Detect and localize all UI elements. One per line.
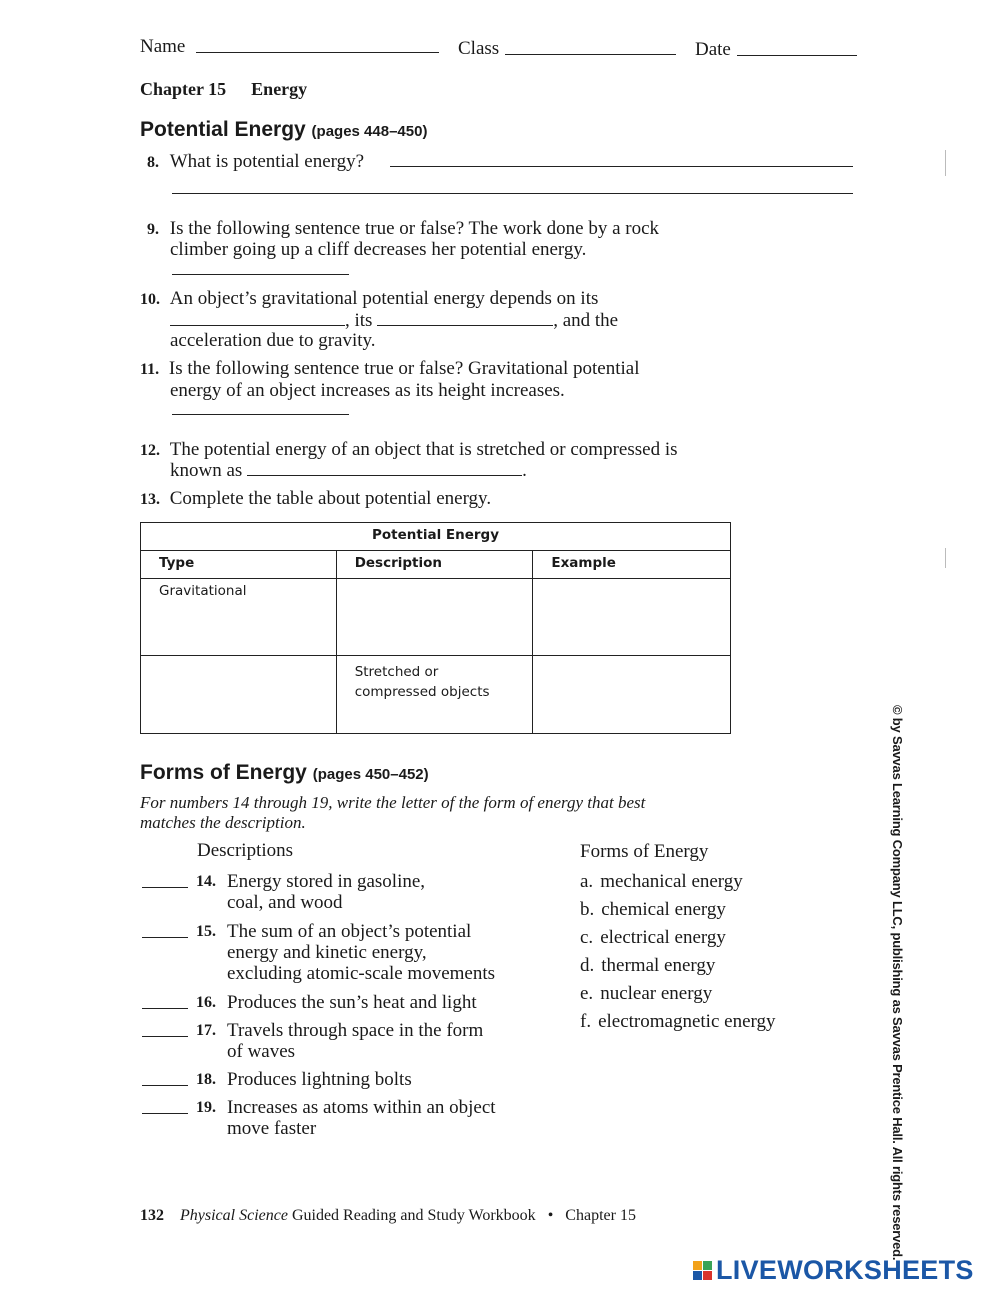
question-10-line-2 <box>170 309 618 332</box>
option-letter: a. <box>580 871 594 892</box>
table-row <box>141 579 731 655</box>
description-text-line: coal, and wood <box>227 892 343 913</box>
question-text-line-2: energy of an object increases as its height increases. <box>170 380 565 401</box>
q9-answer-line[interactable] <box>172 274 349 275</box>
question-text-line-1: Is the following sentence true or false? Gravitational potential <box>168 358 640 379</box>
q10-blank-2[interactable] <box>377 309 553 326</box>
answer-blank[interactable] <box>142 921 188 938</box>
section-pages: (pages 448–450) <box>311 123 428 140</box>
description-text-line: Increases as atoms within an object <box>227 1097 496 1118</box>
scan-mark <box>945 548 946 568</box>
description-text-line: energy and kinetic energy, <box>227 942 427 963</box>
answer-blank[interactable] <box>142 1020 188 1037</box>
description-text-line: Energy stored in gasoline, <box>227 871 426 892</box>
table-title: Potential Energy <box>141 523 731 551</box>
form-option <box>580 983 712 1005</box>
q12-end: . <box>522 460 527 481</box>
description-text-line: The sum of an object’s potential <box>227 921 472 942</box>
footer <box>140 1207 636 1225</box>
option-letter: b. <box>580 899 595 920</box>
question-number: 12. <box>140 442 160 459</box>
table-cell-type-input[interactable] <box>141 655 337 733</box>
question-text-line-2: known as <box>170 460 243 481</box>
answer-blank[interactable] <box>142 871 188 888</box>
question-9 <box>147 218 659 241</box>
name-label: Name <box>140 36 186 57</box>
option-text: thermal energy <box>601 955 716 976</box>
table-row <box>141 655 731 733</box>
instructions-line-1: For numbers 14 through 19, write the letter of the form of energy that best <box>140 793 646 812</box>
q10-mid-text-1: , its <box>345 310 373 331</box>
question-13 <box>140 488 491 511</box>
section-title-text: Potential Energy <box>140 118 306 141</box>
question-text-line-3: acceleration due to gravity. <box>170 330 376 351</box>
question-number: 9. <box>147 221 159 238</box>
section-title-forms <box>140 761 429 785</box>
section-title-text: Forms of Energy <box>140 761 307 784</box>
description-number: 17. <box>196 1022 216 1039</box>
description-number: 16. <box>196 994 216 1011</box>
option-text: mechanical energy <box>600 871 743 892</box>
name-answer-line[interactable] <box>196 52 439 53</box>
section-pages: (pages 450–452) <box>312 766 429 783</box>
class-label: Class <box>458 38 500 59</box>
chapter-number: Chapter 15 <box>140 79 227 99</box>
option-text: electromagnetic energy <box>598 1011 776 1032</box>
book-title: Guided Reading and Study Workbook <box>291 1207 536 1224</box>
table-cell-example-input[interactable] <box>533 579 731 655</box>
description-text-line: Travels through space in the form <box>227 1020 484 1041</box>
description-number: 15. <box>196 923 216 940</box>
q8-answer-line-1[interactable] <box>390 166 853 167</box>
instructions-line-2: matches the description. <box>140 813 306 832</box>
book-title-italic: Physical Science <box>180 1207 288 1224</box>
answer-blank[interactable] <box>142 1097 188 1114</box>
date-label: Date <box>695 39 731 60</box>
option-text: chemical energy <box>601 899 726 920</box>
question-number: 10. <box>140 291 160 308</box>
option-letter: c. <box>580 927 594 948</box>
liveworksheets-logo[interactable] <box>693 1255 974 1286</box>
table-header-description: Description <box>336 551 533 579</box>
question-number: 8. <box>147 154 159 171</box>
description-text-line: Produces the sun’s heat and light <box>227 992 477 1013</box>
section-title-potential <box>140 118 427 142</box>
answer-blank[interactable] <box>142 992 188 1009</box>
question-number: 11. <box>140 361 160 378</box>
option-letter: f. <box>580 1011 592 1032</box>
logo-text: LIVEWORKSHEETS <box>716 1255 974 1285</box>
page-number: 132 <box>140 1207 164 1224</box>
table-cell-description-input[interactable] <box>336 579 533 655</box>
option-text: electrical energy <box>600 927 726 948</box>
description-number: 14. <box>196 873 216 890</box>
description-text-line: excluding atomic-scale movements <box>227 963 496 984</box>
question-11 <box>140 358 640 381</box>
logo-grid-icon <box>693 1261 712 1280</box>
question-number: 13. <box>140 491 160 508</box>
scan-mark <box>945 150 946 176</box>
table-cell-example-input[interactable] <box>533 655 731 733</box>
question-text: What is potential energy? <box>169 151 365 172</box>
instructions <box>140 793 645 833</box>
copyright-notice: © by Savvas Learning Company LLC, publishing as Savvas Prentice Hall. All rights reserved. <box>890 705 905 1261</box>
question-12-line-2 <box>170 459 527 482</box>
table-cell-description: Stretched or compressed objects <box>336 655 533 733</box>
question-text-line-1: Is the following sentence true or false? The work done by a rock <box>169 218 660 239</box>
question-10 <box>140 288 598 311</box>
description-text-line: of waves <box>227 1041 296 1062</box>
q10-blank-1[interactable] <box>170 309 345 326</box>
option-letter: e. <box>580 983 594 1004</box>
q10-mid-text-2: , and the <box>553 310 619 331</box>
description-text-line: move faster <box>227 1118 317 1139</box>
q11-answer-line[interactable] <box>172 414 349 415</box>
footer-chapter: Chapter 15 <box>565 1207 636 1224</box>
chapter-heading <box>140 79 307 100</box>
option-letter: d. <box>580 955 595 976</box>
date-answer-line[interactable] <box>737 55 857 56</box>
form-option <box>580 899 726 921</box>
form-option <box>580 871 743 893</box>
table-cell-type: Gravitational <box>141 579 337 655</box>
table-header-row <box>141 551 731 579</box>
table-title-row <box>141 523 731 551</box>
class-answer-line[interactable] <box>505 54 676 55</box>
description-number: 19. <box>196 1099 216 1116</box>
option-text: nuclear energy <box>600 983 713 1004</box>
question-text-line-2: climber going up a cliff decreases her potential energy. <box>170 239 587 260</box>
potential-energy-table <box>140 522 731 734</box>
description-text-line: Produces lightning bolts <box>227 1069 412 1090</box>
answer-blank[interactable] <box>142 1069 188 1086</box>
descriptions-header: Descriptions <box>197 840 294 861</box>
description-number: 18. <box>196 1071 216 1088</box>
q8-answer-line-2[interactable] <box>172 193 853 194</box>
question-8 <box>147 151 364 174</box>
footer-bullet: • <box>547 1207 554 1224</box>
question-text: Complete the table about potential energy. <box>169 488 492 509</box>
forms-header: Forms of Energy <box>580 841 709 862</box>
form-option <box>580 1011 776 1033</box>
form-option <box>580 927 726 949</box>
question-text-line-1: The potential energy of an object that is stretched or compressed is <box>169 439 678 460</box>
question-text-line-1: An object’s gravitational potential energy depends on its <box>169 288 599 309</box>
table-header-example: Example <box>533 551 731 579</box>
table-header-type: Type <box>141 551 337 579</box>
q12-blank[interactable] <box>247 459 522 476</box>
form-option <box>580 955 715 977</box>
chapter-title: Energy <box>251 79 308 99</box>
